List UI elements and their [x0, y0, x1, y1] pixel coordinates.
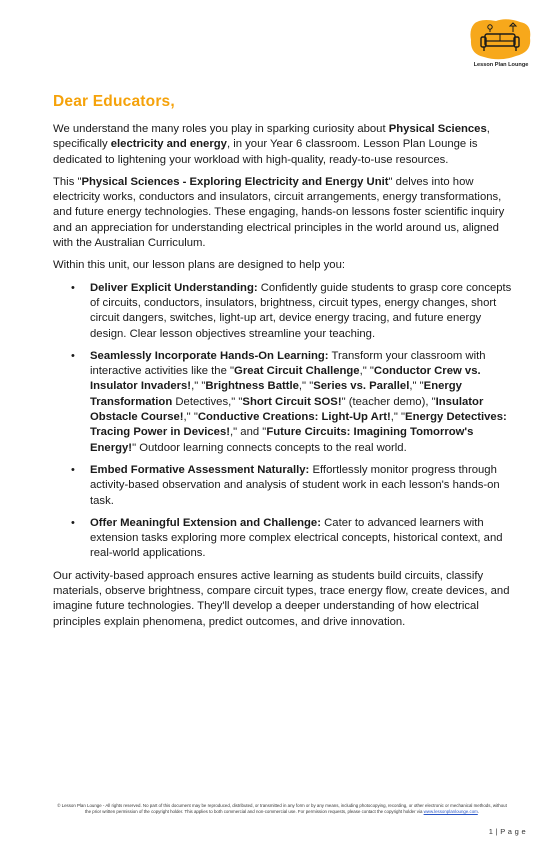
activity-name: Conductor Crew vs. Insulator Invaders! — [90, 365, 481, 393]
page-label: | P a g e — [495, 827, 526, 836]
list-item — [53, 463, 513, 509]
text-run: This " — [53, 175, 82, 188]
activity-name: Great Circuit Challenge — [234, 365, 360, 378]
greeting-heading: Dear Educators, — [53, 93, 175, 110]
text-run: " delves into how electricity works, conductors and insulators, circuit arrangements, energy transformations, and future energy technologies. These engaging, hands-on lessons foster scientific inquiry and an appreciation for understanding electrical principles in the world around us, aligned with the Australian Curriculum. — [53, 175, 505, 250]
list-item — [53, 281, 513, 342]
text-run: , specifically — [53, 123, 490, 151]
bold-run: Physical Sciences - Exploring Electricity and Energy Unit — [81, 175, 389, 188]
bullet-icon: • — [71, 349, 75, 362]
text-run: ," " — [359, 365, 374, 378]
list-item — [53, 516, 513, 562]
text-run: ," " — [298, 380, 314, 393]
letter-body — [53, 93, 513, 637]
activity-name: Series vs. Parallel — [313, 380, 410, 393]
page-number-value: 1 — [488, 827, 494, 836]
activity-name: Insulator Obstacle Course! — [90, 395, 484, 424]
bullet-text: Effortlessly monitor progress through activity-based observation and analysis of student work in each lesson's hands-on task. — [90, 463, 500, 507]
bullet-title: Offer Meaningful Extension and Challenge: — [90, 516, 321, 529]
text-run: ," and " — [230, 426, 267, 439]
activity-name: Short Circuit SOS! — [242, 395, 342, 408]
bullet-title: Seamlessly Incorporate Hands-On Learning: — [90, 349, 329, 362]
text-run: " Outdoor learning connects concepts to the real world. — [132, 441, 407, 454]
activity-name: Energy Detectives: Tracing Power in Devices! — [90, 411, 507, 439]
text-run: " (teacher demo), " — [341, 395, 436, 408]
logo-text: Lesson Plan Lounge — [473, 62, 529, 68]
bullet-icon: • — [71, 516, 75, 529]
bullet-title: Deliver Explicit Understanding: — [90, 281, 258, 294]
activity-name: Energy Transformation — [90, 380, 462, 408]
text-run: ," " — [409, 380, 424, 393]
text-run: We understand the many roles you play in sparking curiosity about — [53, 123, 389, 135]
brand-logo — [466, 18, 536, 72]
activity-name: Conductive Creations: Light-Up Art! — [197, 411, 391, 424]
footer-text: © Lesson Plan Lounge - All rights reserved. No part of this document may be reproduced, distributed, or transmitted in any form or by any means, including photocopying, recording, or other electronic or mechanical methods, without the prior written permission of the copyright holder. This applies to both commercial and non-commercial use. For permission requests, please contact the copyright holder via — [57, 803, 507, 814]
activity-name: Future Circuits: Imagining Tomorrow's Energy! — [90, 426, 474, 454]
unit-description-paragraph — [53, 175, 513, 251]
text-run: , in your Year 6 classroom. Lesson Plan Lounge is dedicated to lightening your workload with high-quality, ready-to-use resources. — [53, 138, 478, 166]
list-item — [53, 349, 513, 456]
list-intro-paragraph: Within this unit, our lesson plans are designed to help you: — [53, 259, 346, 272]
footer-text: . — [477, 809, 480, 814]
page-number — [489, 827, 526, 836]
text-run: Detectives," " — [172, 395, 243, 408]
bullet-icon: • — [71, 281, 75, 294]
closing-paragraph: Our activity-based approach ensures active learning as students build circuits, classify materials, observe brightness, compare circuit types, trace energy flow, create devices, and imagine future technologies. They'll develop a deeper understanding of how electrical principles explain phenomena, predict outcomes, and drive innovation. — [53, 569, 510, 628]
text-run: ," " — [390, 411, 406, 424]
text-run: ," " — [191, 380, 206, 393]
activity-name: Brightness Battle — [205, 380, 299, 393]
website-link[interactable]: www.lessonplanlounge.com — [423, 809, 478, 814]
benefits-list — [53, 281, 513, 562]
text-run: Transform your classroom with interactive activities like the " — [90, 349, 486, 378]
bullet-text: Cater to advanced learners with extension tasks exploring more complex electrical concepts, historical context, and real-world applications. — [90, 516, 503, 560]
bullet-icon: • — [71, 463, 75, 476]
bold-run: electricity and energy — [110, 138, 227, 151]
bullet-title: Embed Formative Assessment Naturally: — [90, 463, 310, 476]
bold-run: Physical Sciences — [388, 123, 487, 135]
intro-paragraph — [53, 122, 513, 168]
copyright-footer — [54, 803, 510, 815]
bullet-text: Confidently guide students to grasp core concepts of circuits, conductors, insulators, brightness, circuit types, energy changes, short circuit dangers, switches, light-up art, device energy tracing, and future energy design. Clear lesson objectives streamline your teaching. — [90, 281, 512, 340]
text-run: ," " — [183, 411, 198, 424]
sofa-logo-icon — [466, 18, 536, 62]
